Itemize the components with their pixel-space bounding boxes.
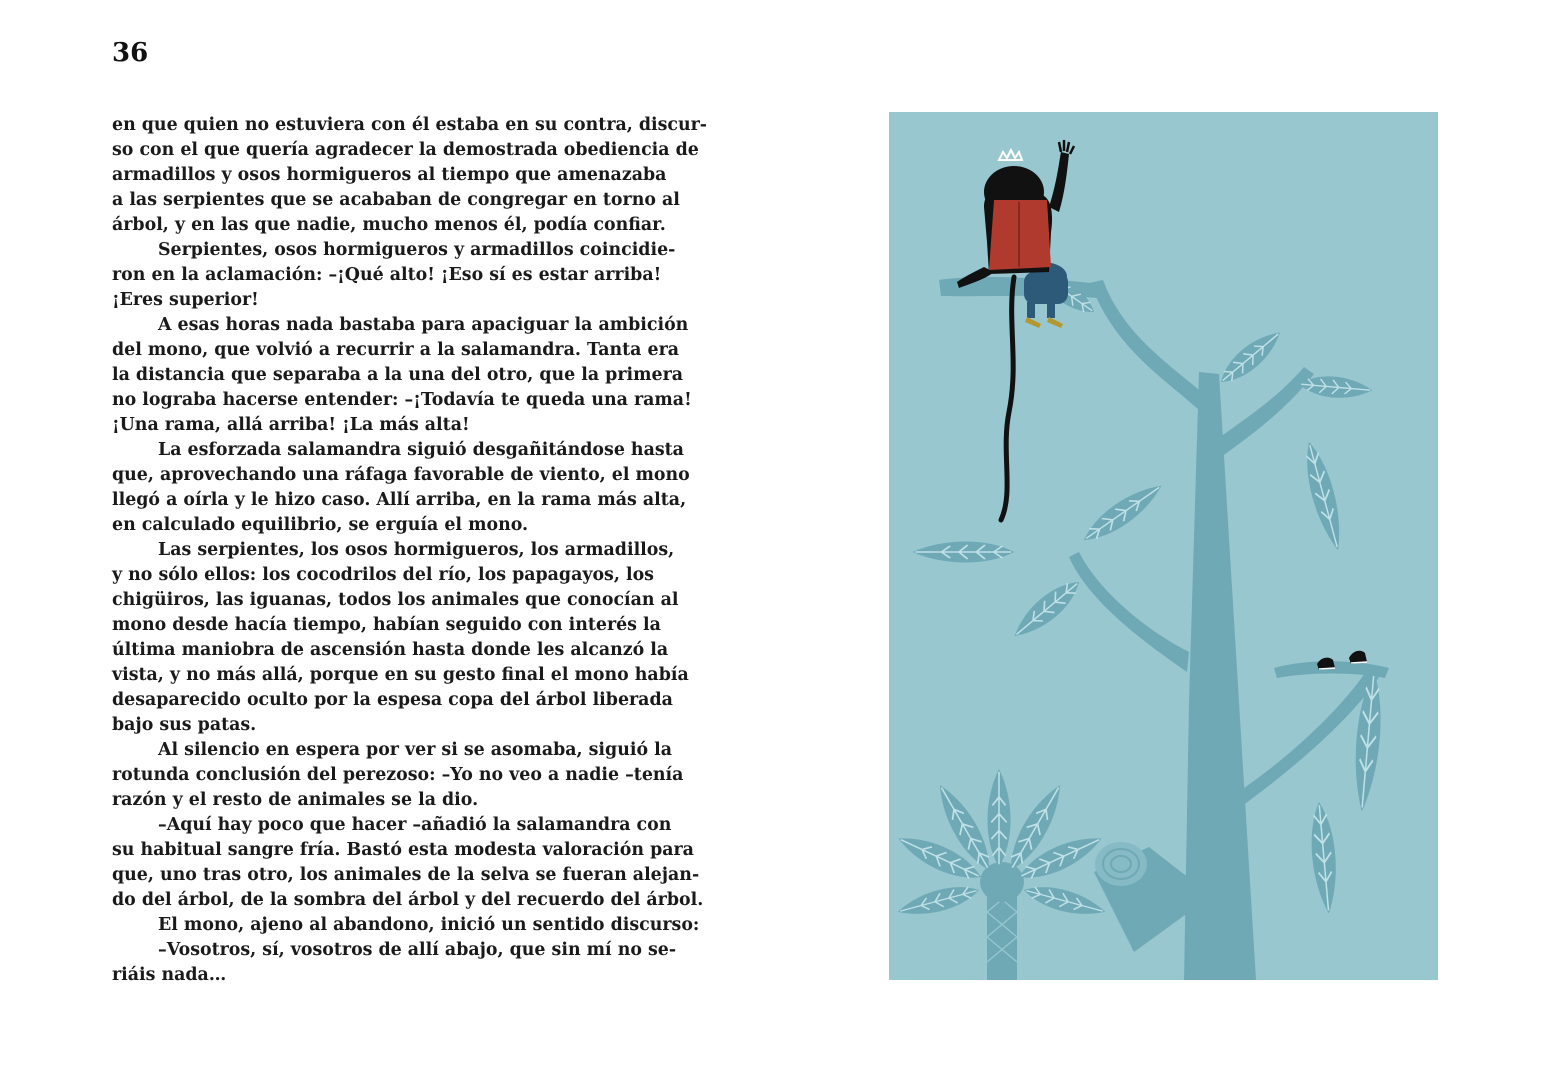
body-text — [112, 113, 708, 988]
monkey-figure — [957, 140, 1074, 520]
text-line: en que quien no estuviera con él estaba en su contra, discur- — [112, 115, 708, 135]
text-line: vista, y no más allá, porque en su gesto final el mono había — [112, 665, 689, 685]
text-line: mono desde hacía tiempo, habían seguido con interés la — [112, 615, 661, 635]
text-line: que, uno tras otro, los animales de la selva se fueran alejan- — [112, 865, 700, 885]
text-line: ron en la aclamación: –¡Qué alto! ¡Eso sí es estar arriba! — [112, 265, 662, 285]
text-line: no lograba hacerse entender: –¡Todavía te queda una rama! — [112, 390, 692, 410]
text-line: ¡Una rama, allá arriba! ¡La más alta! — [112, 415, 470, 435]
text-line: que, aprovechando una ráfaga favorable de viento, el mono — [112, 465, 690, 485]
text-line: A esas horas nada bastaba para apaciguar la ambición — [158, 315, 689, 335]
palm-plant — [894, 769, 1108, 980]
branch-mid-left — [1069, 552, 1189, 672]
text-line: armadillos y osos hormigueros al tiempo que amenazaba — [112, 165, 667, 185]
text-line: del mono, que volvió a recurrir a la salamandra. Tanta era — [112, 340, 680, 360]
text-line: El mono, ajeno al abandono, inició un sentido discurso: — [158, 915, 700, 935]
text-line: Al silencio en espera por ver si se asomaba, siguió la — [158, 740, 672, 760]
text-line: última maniobra de ascensión hasta donde les alcanzó la — [112, 640, 669, 660]
text-line: rotunda conclusión del perezoso: –Yo no veo a nadie –tenía — [112, 765, 684, 785]
tree-illustration — [889, 112, 1438, 980]
tree-trunk — [1184, 372, 1256, 980]
text-line: árbol, y en las que nadie, mucho menos él, podía confiar. — [112, 215, 666, 235]
text-line: La esforzada salamandra siguió desgañitándose hasta — [158, 440, 684, 460]
text-line: do del árbol, de la sombra del árbol y del recuerdo del árbol. — [112, 890, 704, 910]
text-line: en calculado equilibrio, se erguía el mono. — [112, 515, 529, 535]
text-line: chigüiros, las iguanas, todos los animales que conocían al — [112, 590, 679, 610]
text-line: so con el que quería agradecer la demostrada obediencia de — [112, 140, 699, 160]
text-line: llegó a oírla y le hizo caso. Allí arriba, en la rama más alta, — [112, 490, 687, 510]
page-number: 36 — [112, 38, 149, 68]
text-line: –Aquí hay poco que hacer –añadió la salamandra con — [158, 815, 672, 835]
text-line: y no sólo ellos: los cocodrilos del río, los papagayos, los — [112, 565, 654, 585]
text-line: Serpientes, osos hormigueros y armadillos coincidie- — [158, 240, 676, 260]
text-line: bajo sus patas. — [112, 715, 257, 735]
text-line: –Vosotros, sí, vosotros de allí abajo, que sin mí no se- — [158, 940, 677, 960]
text-line: la distancia que separaba a la una del otro, que la primera — [112, 365, 683, 385]
text-line: Las serpientes, los osos hormigueros, los armadillos, — [158, 540, 675, 560]
text-line: desaparecido oculto por la espesa copa del árbol liberada — [112, 690, 673, 710]
text-line: su habitual sangre fría. Bastó esta modesta valoración para — [112, 840, 694, 860]
branch-upper-left — [1085, 280, 1207, 412]
monkey-tail — [1001, 277, 1014, 520]
text-line: riáis nada… — [112, 965, 227, 985]
text-line: razón y el resto de animales se la dio. — [112, 790, 479, 810]
illustration — [889, 112, 1438, 980]
text-line: ¡Eres superior! — [112, 290, 259, 310]
text-line: a las serpientes que se acababan de congregar en torno al — [112, 190, 680, 210]
